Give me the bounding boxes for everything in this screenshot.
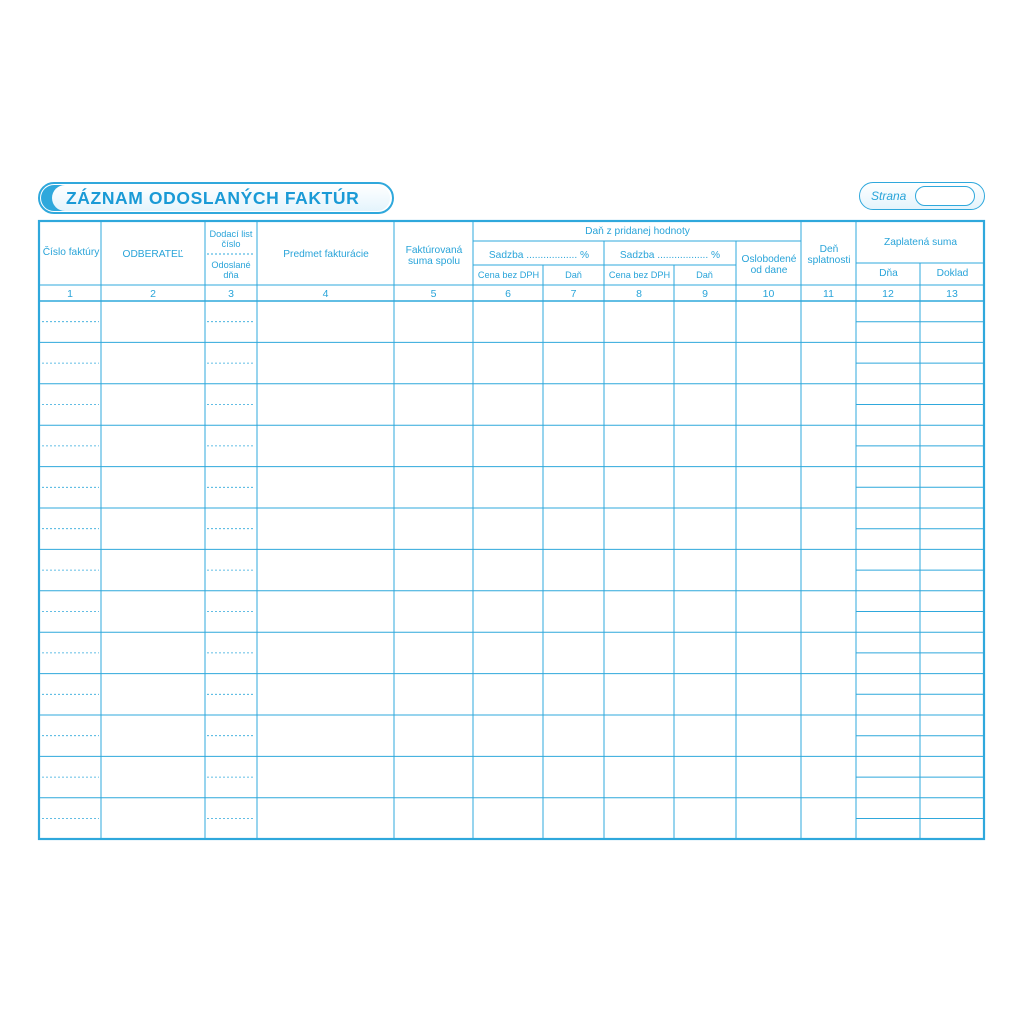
column-number: 5 — [430, 288, 437, 300]
header-paid-doc: Doklad — [936, 268, 969, 280]
column-number: 9 — [702, 288, 708, 300]
column-number: 12 — [882, 288, 894, 300]
header-tax-a: Daň — [565, 269, 582, 280]
column-number: 4 — [322, 288, 329, 300]
header-vat-group: Daň z pridanej hodnoty — [585, 226, 690, 238]
header-paid-group: Zaplatená suma — [883, 237, 958, 249]
header-customer: ODBERATEĽ — [122, 249, 184, 261]
table-frame — [39, 221, 984, 839]
column-number: 2 — [150, 288, 156, 300]
page-label: Strana — [871, 189, 907, 203]
form-title: ZÁZNAM ODOSLANÝCH FAKTÚR — [66, 188, 360, 208]
column-number: 10 — [762, 288, 775, 300]
column-number: 7 — [570, 288, 577, 300]
column-number: 13 — [946, 288, 958, 300]
header-delivery-note: Dodací list číslo — [209, 228, 253, 249]
column-number: 1 — [67, 288, 73, 300]
header-invoiced-total: Faktúrovaná suma spolu — [405, 244, 463, 267]
header-vat-exempt: Oslobodené od dane — [741, 253, 797, 276]
header-paid-day: Dňa — [879, 268, 898, 280]
column-number: 6 — [505, 288, 511, 300]
header-subject: Predmet fakturácie — [283, 249, 369, 261]
header-price-excl-vat-b: Cena bez DPH — [608, 269, 671, 280]
header-due-date: Deň splatnosti — [807, 243, 851, 266]
header-tax-b: Daň — [696, 269, 713, 280]
column-number: 3 — [228, 288, 234, 300]
header-price-excl-vat-a: Cena bez DPH — [477, 269, 540, 280]
column-number: 8 — [636, 288, 642, 300]
header-invoice-number: Číslo faktúry — [42, 247, 100, 259]
header-rate-b: Sadzba .................. % — [619, 250, 721, 262]
header-sent-date: Odoslané dňa — [211, 259, 251, 280]
header-rate-a: Sadzba .................. % — [488, 250, 590, 262]
column-number: 11 — [823, 288, 834, 300]
